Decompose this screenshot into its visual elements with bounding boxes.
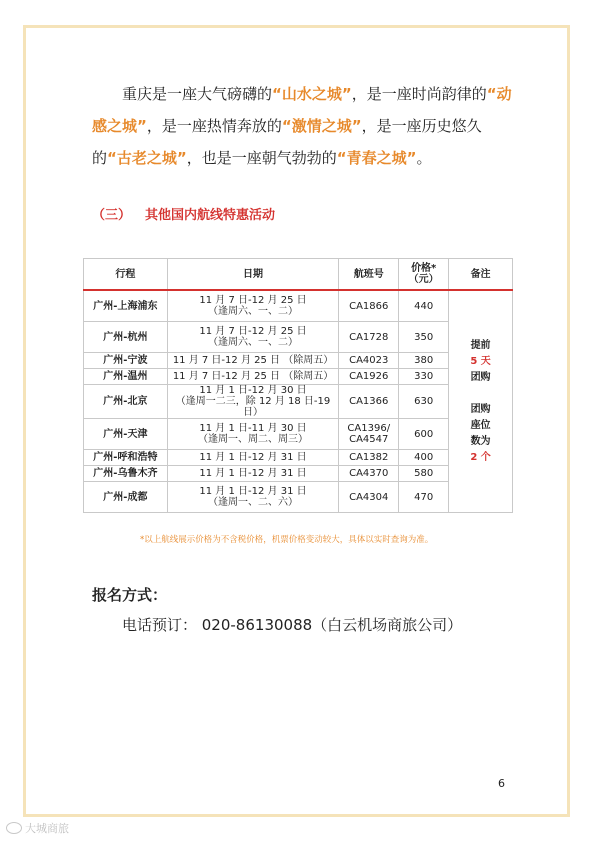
intro-paragraph xyxy=(92,78,512,174)
date-cell xyxy=(167,385,339,419)
route-cell: 广州-温州 xyxy=(84,369,168,385)
note-seats: 2 个 xyxy=(470,451,491,463)
price-cell: 470 xyxy=(399,482,449,513)
table-header-row xyxy=(84,259,513,291)
intro-text-3: ，是一座热情奔放的 xyxy=(146,117,282,135)
page-number: 6 xyxy=(498,777,505,790)
date-line2: （逢周一、周二、周三） xyxy=(198,434,309,445)
flight-cell: CA4304 xyxy=(339,482,399,513)
section-heading xyxy=(92,204,275,223)
route-cell: 广州-天津 xyxy=(84,419,168,450)
table-row xyxy=(84,322,513,353)
watermark-logo-icon xyxy=(6,822,22,834)
date-line1: 11 月 7 日-12 月 25 日 xyxy=(199,326,307,337)
price-cell: 580 xyxy=(399,466,449,482)
header-price-line1: 价格* xyxy=(411,263,437,274)
flight-cell: CA4370 xyxy=(339,466,399,482)
date-line1: 11 月 1 日-11 月 30 日 xyxy=(199,423,307,434)
flight-cell: CA1926 xyxy=(339,369,399,385)
flight-cell: CA1866 xyxy=(339,290,399,322)
highlight-jiqing: “激情之城” xyxy=(281,117,362,135)
note-line: 团购 xyxy=(470,403,491,415)
route-cell: 广州-成都 xyxy=(84,482,168,513)
signup-heading: 报名方式： xyxy=(92,586,168,604)
highlight-qingchun: “青春之城” xyxy=(336,149,417,167)
date-line2: （逢周一二三，除 12 月 18 日-19 日） xyxy=(175,396,331,418)
date-cell: 11 月 7 日-12 月 25 日 （除周五） xyxy=(167,353,339,369)
date-cell xyxy=(167,482,339,513)
table-row xyxy=(84,290,513,322)
note-line: 座位 xyxy=(470,419,491,431)
intro-text-2: ，是一座时尚韵律的 xyxy=(351,85,487,103)
watermark xyxy=(6,820,69,836)
flight-cell: CA4023 xyxy=(339,353,399,369)
highlight-gulao: “古老之城” xyxy=(107,149,187,167)
price-cell: 400 xyxy=(399,450,449,466)
flight-cell xyxy=(339,419,399,450)
date-line2: （逢周六、一、二） xyxy=(208,337,299,348)
date-cell xyxy=(167,322,339,353)
intro-text-4: ，是一座历史悠久的 xyxy=(92,117,482,167)
price-cell: 600 xyxy=(399,419,449,450)
price-footnote: *以上航线展示价格为不含税价格，机票价格变动较大，具体以实时查询为准。 xyxy=(140,535,434,545)
intro-text-1: 重庆是一座大气磅礴的 xyxy=(122,85,273,103)
header-route: 行程 xyxy=(84,259,168,291)
date-cell: 11 月 7 日-12 月 25 日 （除周五） xyxy=(167,369,339,385)
header-price-line2: （元） xyxy=(408,274,439,285)
date-line1: 11 月 1 日-12 月 30 日 xyxy=(199,385,307,396)
table-row xyxy=(84,466,513,482)
route-cell: 广州-杭州 xyxy=(84,322,168,353)
route-cell: 广州-呼和浩特 xyxy=(84,450,168,466)
note-line: 提前 xyxy=(470,339,491,351)
table-row xyxy=(84,450,513,466)
price-cell: 630 xyxy=(399,385,449,419)
note-line: 数为 xyxy=(470,435,491,447)
table-row xyxy=(84,419,513,450)
note-line: 团购 xyxy=(470,371,491,383)
table-row xyxy=(84,482,513,513)
header-note: 备注 xyxy=(449,259,513,291)
watermark-text: 大城商旅 xyxy=(25,822,69,835)
route-cell: 广州-北京 xyxy=(84,385,168,419)
phone-booking: 电话预订： 020-86130088（白云机场商旅公司） xyxy=(122,616,463,634)
route-cell: 广州-乌鲁木齐 xyxy=(84,466,168,482)
price-cell: 330 xyxy=(399,369,449,385)
flight-cell: CA1366 xyxy=(339,385,399,419)
header-date: 日期 xyxy=(167,259,339,291)
date-line2: （逢周六、一、二） xyxy=(208,306,299,317)
table-row xyxy=(84,353,513,369)
date-cell: 11 月 1 日-12 月 31 日 xyxy=(167,450,339,466)
table-row xyxy=(84,385,513,419)
route-cell: 广州-上海浦东 xyxy=(84,290,168,322)
note-cell xyxy=(449,290,513,513)
header-flight: 航班号 xyxy=(339,259,399,291)
date-line1: 11 月 1 日-12 月 31 日 xyxy=(199,486,307,497)
header-price xyxy=(399,259,449,291)
price-cell: 350 xyxy=(399,322,449,353)
date-cell: 11 月 1 日-12 月 31 日 xyxy=(167,466,339,482)
highlight-donggan: “动感之城” xyxy=(92,85,512,135)
date-cell xyxy=(167,419,339,450)
table-row xyxy=(84,369,513,385)
flight-cell: CA1382 xyxy=(339,450,399,466)
price-cell: 440 xyxy=(399,290,449,322)
flight-cell: CA1728 xyxy=(339,322,399,353)
section-number: （三） xyxy=(92,208,132,223)
intro-text-5: ，也是一座朝气勃勃的 xyxy=(186,149,337,167)
section-title: 其他国内航线特惠活动 xyxy=(145,208,276,223)
note-days: 5 天 xyxy=(470,355,491,367)
date-cell xyxy=(167,290,339,322)
date-line2: （逢周一、二、六） xyxy=(208,497,299,508)
route-cell: 广州-宁波 xyxy=(84,353,168,369)
intro-text-6: 。 xyxy=(416,149,432,167)
flight-line2: CA4547 xyxy=(349,434,389,445)
date-line1: 11 月 7 日-12 月 25 日 xyxy=(199,295,307,306)
highlight-shanshui: “山水之城” xyxy=(272,85,352,103)
price-cell: 380 xyxy=(399,353,449,369)
flight-line1: CA1396/ xyxy=(347,423,391,434)
flight-deals-table xyxy=(83,258,513,513)
